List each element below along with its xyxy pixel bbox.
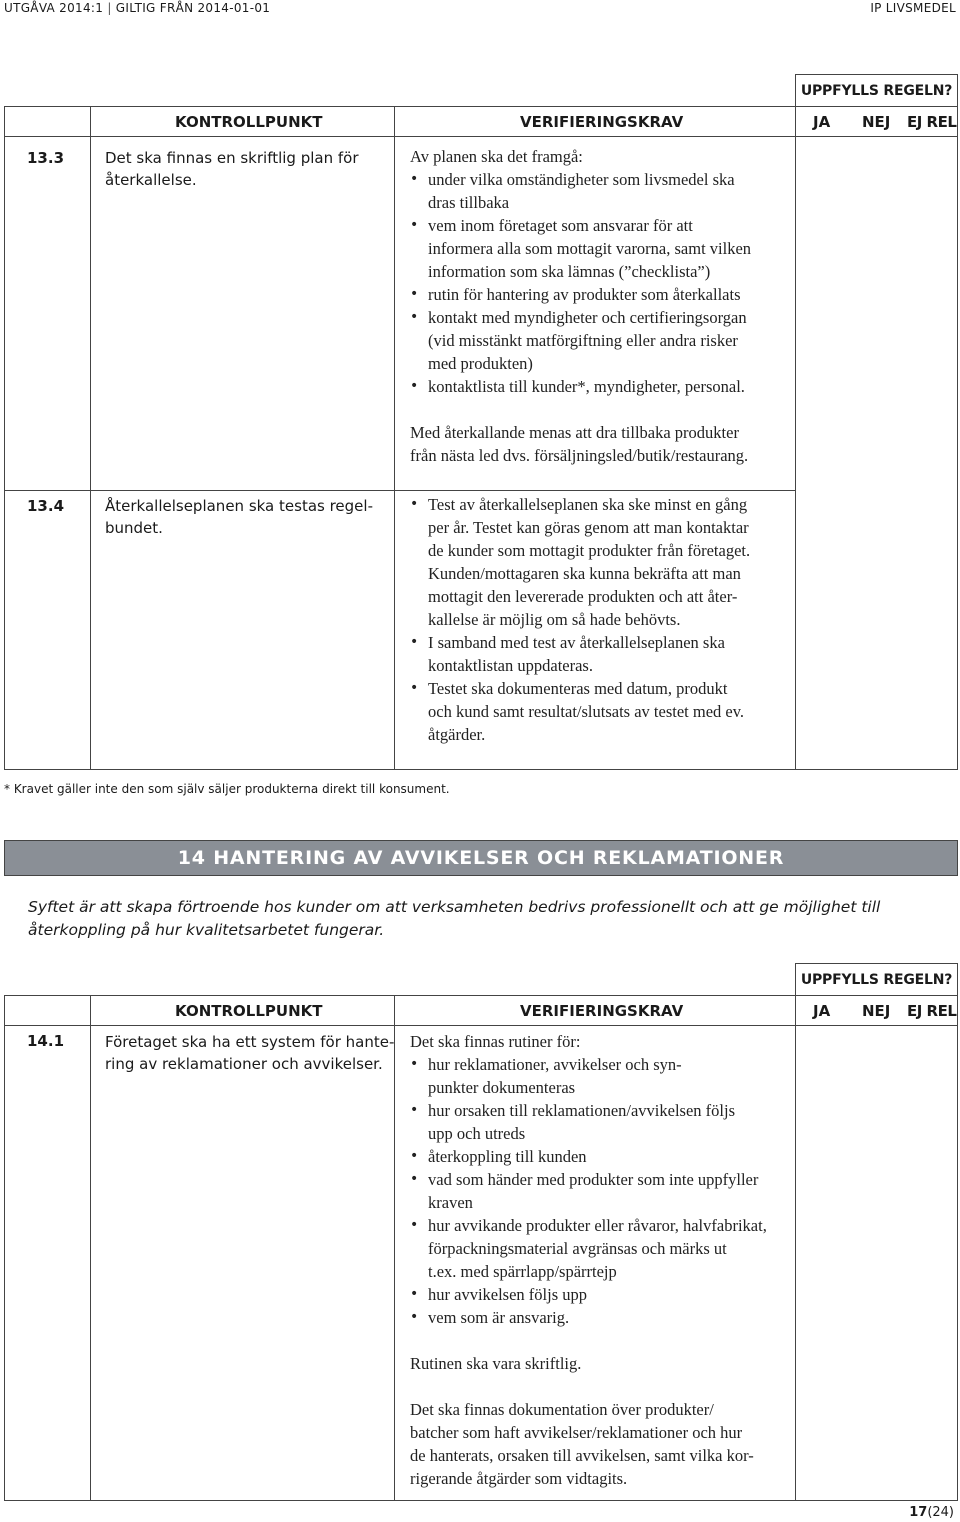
list-item: • hur orsaken till reklamationen/avvikelsen följs upp och utreds — [410, 1099, 795, 1145]
footnote: * Kravet gäller inte den som själv säljer produkterna direkt till konsument. — [4, 782, 450, 796]
list-item: • I samband med test av återkallelseplanen ska kontaktlistan uppdateras. — [410, 631, 795, 677]
section-title: 14 HANTERING AV AVVIKELSER OCH REKLAMATIONER — [4, 840, 958, 876]
kp-line: återkallelse. — [105, 171, 197, 189]
standard-label: IP LIVSMEDEL — [870, 1, 956, 15]
kontrollpunkt-text — [105, 1031, 394, 1075]
intro-line: Syftet är att skapa förtroende hos kunder om att verksamheten bedrivs professionellt och att ge möjlighet till — [28, 898, 881, 916]
verifieringskrav-text — [410, 1030, 795, 1490]
row-number: 14.1 — [27, 1032, 65, 1050]
verifieringskrav-text — [410, 493, 795, 746]
vk-intro: Av planen ska det framgå: — [410, 147, 583, 166]
list-item: • kontakt med myndigheter och certifieringsorgan (vid misstänkt matförgiftning eller andra risker med produkten) — [410, 306, 795, 375]
table-header — [5, 996, 957, 1026]
vk-note: Med återkallande menas att dra tillbaka produkter från nästa led dvs. försäljningsled/butik/restaurang. — [410, 423, 749, 465]
kontrollpunkt-text — [105, 147, 359, 191]
list-item: • hur reklamationer, avvikelser och syn- punkter dokumenteras — [410, 1053, 795, 1099]
kp-line: Det ska finnas en skriftlig plan för — [105, 149, 359, 167]
row-number: 13.3 — [27, 149, 65, 167]
requirement-list — [410, 168, 795, 398]
verifieringskrav-text — [410, 145, 795, 467]
uppfylls-header: UPPFYLLS REGELN? — [795, 74, 958, 106]
kontrollpunkt-header: KONTROLLPUNKT — [175, 1002, 323, 1020]
page-current: 17 — [909, 1505, 928, 1520]
list-item: • vad som händer med produkter som inte uppfyller kraven — [410, 1168, 795, 1214]
list-item: • kontaktlista till kunder*, myndigheter, personal. — [410, 375, 795, 398]
verifieringskrav-header: VERIFIERINGSKRAV — [520, 113, 684, 131]
list-item: • vem som är ansvarig. — [410, 1306, 795, 1329]
nej-header: NEJ — [862, 1002, 891, 1020]
page-total: (24) — [927, 1505, 954, 1520]
section14-table — [4, 995, 958, 1501]
kontrollpunkt-header: KONTROLLPUNKT — [175, 113, 323, 131]
list-item: • under vilka omständigheter som livsmedel ska dras tillbaka — [410, 168, 795, 214]
list-item: • Test av återkallelseplanen ska ske minst en gång per år. Testet kan göras genom att man kontaktar de kunder som mottagit produkter från företaget. Kunden/mottagaren ska kunna bekräfta att man mottagit den levererade produkten och att åter- kallelse är möjlig om så hade behövts. — [410, 493, 795, 631]
list-item: • återkoppling till kunden — [410, 1145, 795, 1168]
list-item: • rutin för hantering av produkter som återkallats — [410, 283, 795, 306]
ejrel-header: EJ REL — [907, 113, 957, 131]
uppfylls-header: UPPFYLLS REGELN? — [795, 963, 958, 995]
kp-line: Återkallelseplanen ska testas regel- — [105, 497, 373, 515]
ja-header: JA — [813, 113, 831, 131]
ejrel-header: EJ REL — [907, 1002, 957, 1020]
kp-line: Företaget ska ha ett system för hante- — [105, 1033, 395, 1051]
list-item: • vem inom företaget som ansvarar för att informera alla som mottagit varorna, samt vilken information som ska lämnas (”checklista”) — [410, 214, 795, 283]
section-intro — [28, 896, 908, 942]
row-number: 13.4 — [27, 497, 65, 515]
section13-table — [4, 106, 958, 770]
vk-intro: Det ska finnas rutiner för: — [410, 1032, 581, 1051]
vk-note: Det ska finnas dokumentation över produkter/ batcher som haft avvikelser/reklamationer och hur de hanterats, orsaken till avvikelsen, samt vilka kor- rigerande åtgärder som vidtagits. — [410, 1400, 754, 1488]
vk-note: Rutinen ska vara skriftlig. — [410, 1354, 582, 1373]
kp-line: bundet. — [105, 519, 163, 537]
valid-from-label: GILTIG FRÅN 2014-01-01 — [115, 1, 271, 15]
ja-header: JA — [813, 1002, 831, 1020]
requirement-list — [410, 1053, 795, 1329]
kontrollpunkt-text — [105, 495, 373, 539]
verifieringskrav-header: VERIFIERINGSKRAV — [520, 1002, 684, 1020]
page-number — [909, 1505, 954, 1520]
edition-label: UTGÅVA 2014:1 — [4, 1, 104, 15]
intro-line: återkoppling på hur kvalitetsarbetet fungerar. — [28, 921, 385, 939]
list-item: • hur avvikande produkter eller råvaror, halvfabrikat, förpackningsmaterial avgränsas och märks ut t.ex. med spärrlapp/spärrtejp — [410, 1214, 795, 1283]
table-header — [5, 107, 957, 137]
page-header — [0, 0, 960, 18]
nej-header: NEJ — [862, 113, 891, 131]
kp-line: ring av reklamationer och avvikelser. — [105, 1055, 383, 1073]
requirement-list — [410, 493, 795, 746]
edition-info: UTGÅVA 2014:1 | GILTIG FRÅN 2014-01-01 — [4, 1, 271, 15]
list-item: • hur avvikelsen följs upp — [410, 1283, 795, 1306]
list-item: • Testet ska dokumenteras med datum, produkt och kund samt resultat/slutsats av testet med ev. åtgärder. — [410, 677, 795, 746]
